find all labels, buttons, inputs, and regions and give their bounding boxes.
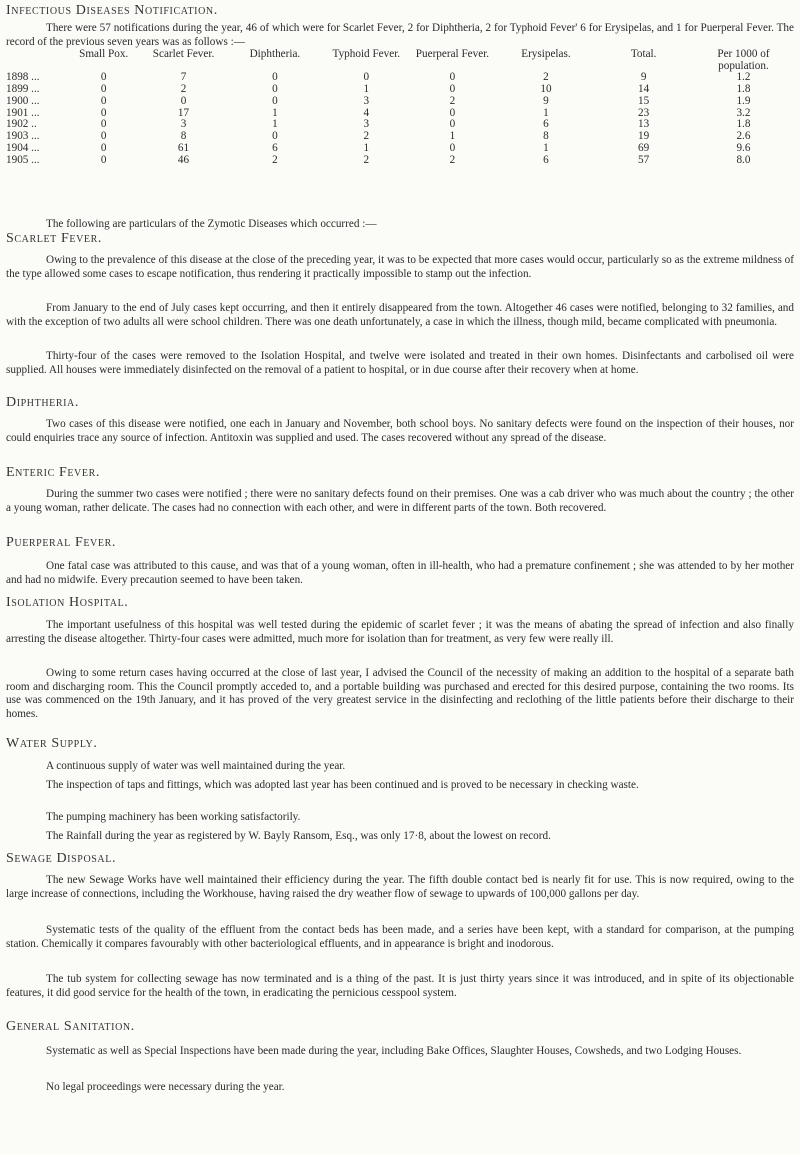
table-cell: 19 <box>638 130 650 143</box>
sewage-disposal-paragraph: The tub system for collecting sewage has now terminated and is a thing of the past. It is just thirty years since it was introduced, and in spite of its objectionable features, it did good service for the health of the town, in eradicating the pernicious cesspool system. <box>6 973 794 999</box>
table-cell: 0 <box>272 94 278 107</box>
table-cell: 0 <box>449 142 456 155</box>
table-cell: 15 <box>638 94 650 107</box>
table-cell: 0 <box>449 118 456 131</box>
table-cell: 0 <box>272 71 278 84</box>
table-cell: 57 <box>638 153 650 166</box>
puerperal-fever-heading: Puerperal Fever. <box>6 535 116 550</box>
table-cell: 46 <box>177 153 190 166</box>
diphtheria-heading: Diphtheria. <box>6 395 79 410</box>
scarlet-fever-paragraph: Owing to the prevalence of this disease at the close of the preceding year, it was to be expected that more cases would occur, particularly so as the extreme mildness of the type allowed some cases to escape notification, thus rendering it practically impossible to stamp out the infection. <box>6 254 794 280</box>
table-cell: 0 <box>363 71 370 84</box>
table-row <box>6 155 796 167</box>
table-cell: 9.6 <box>736 142 751 155</box>
table-cell: 8 <box>543 130 549 143</box>
table-cell: 61 <box>177 142 190 155</box>
table-cell: 17 <box>177 106 190 119</box>
table-cell: 0 <box>100 94 107 107</box>
isolation-hospital-paragraph: Owing to some return cases having occurred at the close of last year, I advised the Council of the necessity of making an addition to the hospital of a separate bath room and discharging room. This the Council promptly acceded to, and a portable building was purchased and erected for this desired purpose, containing the two rooms. Its use was commenced on the 19th January, and it has proved of the very greatest service in the disinfecting and reclothing of the little patients before their discharge to their homes. <box>6 667 794 720</box>
table-cell: 1.8 <box>736 118 751 131</box>
table-header <box>6 49 67 72</box>
table-cell: 3 <box>363 94 370 107</box>
table-cell: 0 <box>272 83 278 96</box>
table-cell: 3.2 <box>736 106 751 119</box>
table-header: Per 1000 of population. <box>717 48 770 72</box>
table-cell: 0 <box>100 106 107 119</box>
table-cell: 0 <box>100 71 107 84</box>
puerperal-fever-paragraph: One fatal case was attributed to this cause, and was that of a young woman, often in ill-health, who had a premature confinement ; she was attended to by her mother and had no midwife. Every precaution seemed to have been taken. <box>6 560 794 586</box>
table-cell: 1 <box>543 142 549 155</box>
general-sanitation-paragraph: No legal proceedings were necessary during the year. <box>46 1081 285 1093</box>
table-cell: 9 <box>543 94 549 107</box>
table-header: Total. <box>630 48 657 60</box>
table-cell: 2 <box>543 71 549 84</box>
table-cell: 4 <box>363 106 370 119</box>
table-row <box>6 72 796 84</box>
table-header: Diphtheria. <box>249 48 301 60</box>
table-cell: 1904 ... <box>6 142 40 155</box>
table-cell: 1.9 <box>736 94 751 107</box>
table-cell: 1903 ... <box>6 130 40 143</box>
table-cell: 1905 ... <box>6 153 40 166</box>
sewage-disposal-paragraph: Systematic tests of the quality of the effluent from the contact beds has been made, and a series have been kept, with a standard for comparison, at the pumping station. Chemically it compares favourably with other bacteriological effluents, and in appearance is bright and inodorous. <box>6 924 794 950</box>
table-cell: 1900 ... <box>6 94 40 107</box>
table-cell: 2 <box>363 153 370 166</box>
table-row <box>6 131 796 143</box>
table-cell: 1.8 <box>736 83 751 96</box>
table-cell: 8 <box>180 130 187 143</box>
intro-paragraph: There were 57 notifications during the year, 46 of which were for Scarlet Fever, 2 for Diphtheria, 2 for Typhoid Fever' 6 for Erysipelas, and 1 for Puerperal Fever. The record of the previous seven years was as follows :— <box>6 22 794 48</box>
zymotic-intro: The following are particulars of the Zymotic Diseases which occurred :— <box>46 218 377 230</box>
table-cell: 7 <box>180 71 187 84</box>
water-supply-paragraph: The pumping machinery has been working satisfactorily. <box>46 811 301 823</box>
table-cell: 0 <box>100 83 107 96</box>
sewage-disposal-heading: Sewage Disposal. <box>6 851 117 866</box>
table-cell: 1 <box>363 83 370 96</box>
table-cell: 23 <box>638 106 650 119</box>
table-cell: 69 <box>638 142 650 155</box>
table-cell: 1 <box>543 106 549 119</box>
sewage-disposal-paragraph: The new Sewage Works have well maintained their efficiency during the year. The fifth double contact bed is nearly fit for use. This is now required, owing to the large increase of connections, including the Workhouse, having raised the dry weather flow of sewage to upwards of 100,000 gallons per day. <box>6 874 794 900</box>
table-cell: 1 <box>449 130 456 143</box>
table-cell: 2 <box>180 83 187 96</box>
table-cell: 3 <box>363 118 370 131</box>
table-header: Scarlet Fever. <box>152 48 215 60</box>
table-cell: 3 <box>180 118 187 131</box>
table-cell: 1899 ... <box>6 83 40 96</box>
table-cell: 0 <box>272 130 278 143</box>
notification-table <box>6 49 796 167</box>
table-header: Typhoid Fever. <box>332 48 401 60</box>
table-cell: 1902 .. <box>6 118 37 131</box>
table-cell: 0 <box>100 142 107 155</box>
general-sanitation-heading: General Sanitation. <box>6 1019 135 1034</box>
table-cell: 0 <box>449 71 456 84</box>
water-supply-paragraph: A continuous supply of water was well maintained during the year. <box>46 760 346 772</box>
table-cell: 0 <box>449 106 456 119</box>
table-cell: 0 <box>100 118 107 131</box>
scarlet-fever-heading: Scarlet Fever. <box>6 231 102 246</box>
table-cell: 14 <box>638 83 650 96</box>
water-supply-paragraph: The inspection of taps and fittings, which was adopted last year has been continued and is proved to be necessary in checking waste. <box>46 779 639 791</box>
table-header: Erysipelas. <box>521 48 571 60</box>
table-cell: 10 <box>540 83 552 96</box>
table-cell: 2 <box>272 153 278 166</box>
table-header-row <box>6 49 796 72</box>
isolation-hospital-heading: Isolation Hospital. <box>6 595 129 610</box>
table-row <box>6 96 796 108</box>
table-cell: 1901 ... <box>6 106 40 119</box>
table-row <box>6 143 796 155</box>
table-cell: 0 <box>100 130 107 143</box>
table-cell: 6 <box>543 118 549 131</box>
table-cell: 13 <box>638 118 650 131</box>
page-title: Infectious Diseases Notification. <box>6 3 218 18</box>
scarlet-fever-paragraph: From January to the end of July cases kept occurring, and then it entirely disappeared from the town. Altogether 46 cases were notified, belonging to 32 families, and with the exception of two adults all were school children. There was one death unfortunately, a case in which the illness, though mild, became complicated with pneumonia. <box>6 302 794 328</box>
table-cell: 6 <box>543 153 549 166</box>
table-cell: 2 <box>363 130 370 143</box>
scarlet-fever-paragraph: Thirty-four of the cases were removed to the Isolation Hospital, and twelve were isolated and treated in their own homes. Disinfectants and carbolised oil were supplied. All houses were immediately disinfected on the removal of a patient to hospital, or in due course after their recovery when at home. <box>6 350 794 376</box>
table-cell: 6 <box>272 142 278 155</box>
table-cell: 1 <box>272 118 278 131</box>
table-row <box>6 119 796 131</box>
table-cell: 2.6 <box>736 130 751 143</box>
table-cell: 2 <box>449 153 456 166</box>
isolation-hospital-paragraph: The important usefulness of this hospital was well tested during the epidemic of scarlet fever ; it was the means of abating the spread of infection and also finally arresting the disease altogether. Thirty-four cases were admitted, much more for isolation than for treatment, as very few were really ill. <box>6 619 794 645</box>
diphtheria-paragraph: Two cases of this disease were notified, one each in January and November, both school boys. No sanitary defects were found on the inspection of their houses, nor could enquiries trace any source of infection. Antitoxin was supplied and used. The cases recovered without any spread of the disease. <box>6 418 794 444</box>
enteric-fever-paragraph: During the summer two cases were notified ; there were no sanitary defects found on their premises. One was a cab driver who was much about the country ; the other a young woman, rather delicate. The cases had no connection with each other, and were in different parts of the town. Both recovered. <box>6 488 794 514</box>
table-cell: 1.2 <box>736 71 751 84</box>
table-row <box>6 108 796 120</box>
water-supply-heading: Water Supply. <box>6 736 98 751</box>
table-cell: 1 <box>363 142 370 155</box>
table-cell: 1898 ... <box>6 71 40 84</box>
table-cell: 0 <box>100 153 107 166</box>
table-header: Small Pox. <box>79 48 129 60</box>
table-cell: 0 <box>180 94 187 107</box>
water-supply-paragraph: The Rainfall during the year as registered by W. Bayly Ransom, Esq., was only 17·8, about the lowest on record. <box>46 830 551 842</box>
table-header: Puerperal Fever. <box>415 48 490 60</box>
table-cell: 8.0 <box>736 153 751 166</box>
table-cell: 2 <box>449 94 456 107</box>
table-cell: 9 <box>640 71 647 84</box>
table-cell: 0 <box>449 83 456 96</box>
table-cell: 1 <box>272 106 278 119</box>
general-sanitation-paragraph: Systematic as well as Special Inspections have been made during the year, including Bake Offices, Slaughter Houses, Cowsheds, and two Lodging Houses. <box>46 1045 742 1057</box>
table-row <box>6 84 796 96</box>
enteric-fever-heading: Enteric Fever. <box>6 465 100 480</box>
